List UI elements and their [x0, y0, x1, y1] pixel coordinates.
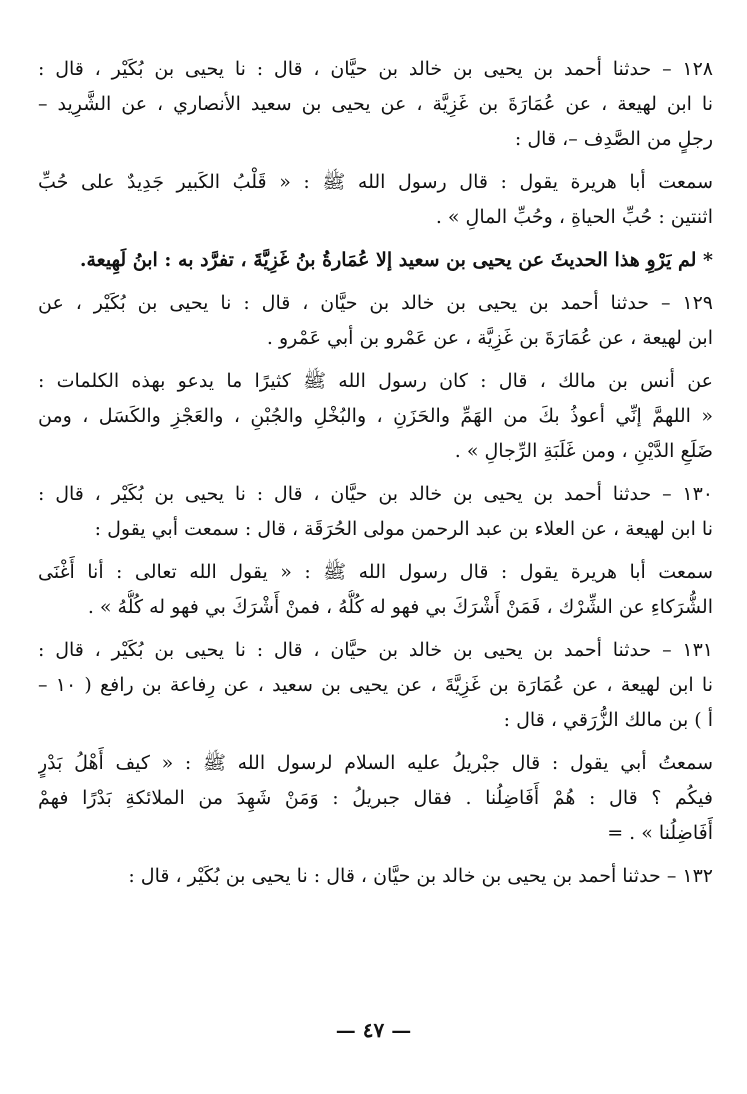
hadith-paragraph	[38, 52, 713, 157]
text-line: « اللهمَّ إنِّي أعوذُ بكَ من الهَمِّ والحَزَنِ ، والبُخْلِ والجُبْنِ ، والعَجْزِ والكَسَل ، ومن	[38, 405, 713, 427]
paragraph-gap	[38, 356, 713, 364]
text-line: الشُّرَكاءِ عن الشِّرْك ، فَمَنْ أَشْرَكَ بي فهو له كُلُّهُ ، فمنْ أَشْرَكَ بي فهو له كُلُّهُ » .	[87, 596, 713, 618]
hadith-paragraph	[38, 165, 713, 235]
text-line: فيكُم ؟ قال : هُمْ أَفَاضِلُنا . فقال جبريلُ : وَمَنْ شَهِدَ من الملائكةِ بَدْرًا فهمْ	[38, 787, 713, 809]
text-line: ١٣٠ – حدثنا أحمد بن يحيى بن خالد بن حيَّان ، قال : نا يحيى بن بُكَيْر ، قال :	[38, 483, 713, 505]
text-line: ١٢٨ – حدثنا أحمد بن يحيى بن خالد بن حيَّان ، قال : نا يحيى بن بُكَيْر ، قال :	[38, 58, 713, 80]
text-line: ضَلَعِ الدَّيْنِ ، ومن غَلَبَةِ الرِّجالِ » .	[454, 440, 713, 462]
hadith-paragraph	[38, 633, 713, 738]
text-line: * لم يَرْوِ هذا الحديثَ عن يحيى بن سعيد إلا عُمَارةُ بنُ غَزِيَّةَ ، تفرَّد به : ابنُ لَهِيعة.	[79, 249, 713, 271]
paragraph-gap	[38, 738, 713, 746]
text-line: نا ابن لهيعة ، عن العلاء بن عبد الرحمن مولى الحُرَقَة ، قال : سمعت أبي يقول :	[94, 518, 713, 540]
paragraph-gap	[38, 157, 713, 165]
text-line: عن أنس بن مالك ، قال : كان رسول الله ﷺ كثيرًا ما يدعو بهذه الكلمات :	[38, 370, 713, 392]
paragraph-gap	[38, 278, 713, 286]
text-line: أَفَاضِلُنا » . =	[607, 822, 713, 844]
hadith-paragraph	[38, 286, 713, 356]
text-line: سمعتُ أبي يقول : قال جبْريلُ عليه السلام لرسول الله ﷺ : « كيف أَهْلُ بَدْرٍ	[38, 752, 713, 774]
text-line: نا ابن لهيعة ، عن عُمَارَةَ بن غَزِيَّة ، عن يحيى بن سعيد الأنصاري ، عن الشَّرِيد –	[38, 93, 713, 115]
text-line: نا ابن لهيعة ، عن عُمَارَة بن غَزِيَّةَ ، عن يحيى بن سعيد ، عن رِفاعة بن رافع ( ١٠ –	[38, 674, 713, 696]
text-line: سمعت أبا هريرة يقول : قال رسول الله ﷺ : « يقول الله تعالى : أنا أَغْنَى	[38, 561, 713, 583]
paragraph-gap	[38, 235, 713, 243]
text-line: أ ) بن مالك الزُّرَقي ، قال :	[503, 709, 713, 731]
paragraph-gap	[38, 851, 713, 859]
text-line: ابن لهيعة ، عن عُمَارَةَ بن غَزِيَّة ، عن عَمْرو بن أبي عَمْرو .	[266, 327, 713, 349]
text-line: ١٣٢ – حدثنا أحمد بن يحيى بن خالد بن حيَّان ، قال : نا يحيى بن بُكَيْر ، قال :	[128, 865, 713, 887]
paragraph-gap	[38, 547, 713, 555]
text-line: رجلٍ من الصَّدِف –، قال :	[514, 128, 713, 150]
text-line: سمعت أبا هريرة يقول : قال رسول الله ﷺ : « قَلْبُ الكَبير جَدِيدٌ على حُبِّ	[38, 171, 713, 193]
text-line: ١٣١ – حدثنا أحمد بن يحيى بن خالد بن حيَّان ، قال : نا يحيى بن بُكَيْر ، قال :	[38, 639, 713, 661]
page-number: — ٤٧ —	[335, 1018, 412, 1042]
paragraph-gap	[38, 625, 713, 633]
paragraph-gap	[38, 469, 713, 477]
hadith-paragraph	[38, 477, 713, 547]
hadith-paragraph	[38, 364, 713, 469]
text-body	[38, 52, 713, 894]
text-line: اثنتين : حُبِّ الحياةِ ، وحُبِّ المالِ » .	[435, 206, 713, 228]
hadith-paragraph	[38, 859, 713, 894]
editor-note	[38, 243, 713, 278]
hadith-paragraph	[38, 555, 713, 625]
hadith-paragraph	[38, 746, 713, 851]
text-line: ١٢٩ – حدثنا أحمد بن يحيى بن خالد بن حيَّان ، قال : نا يحيى بن بُكَيْر ، عن	[38, 292, 713, 314]
